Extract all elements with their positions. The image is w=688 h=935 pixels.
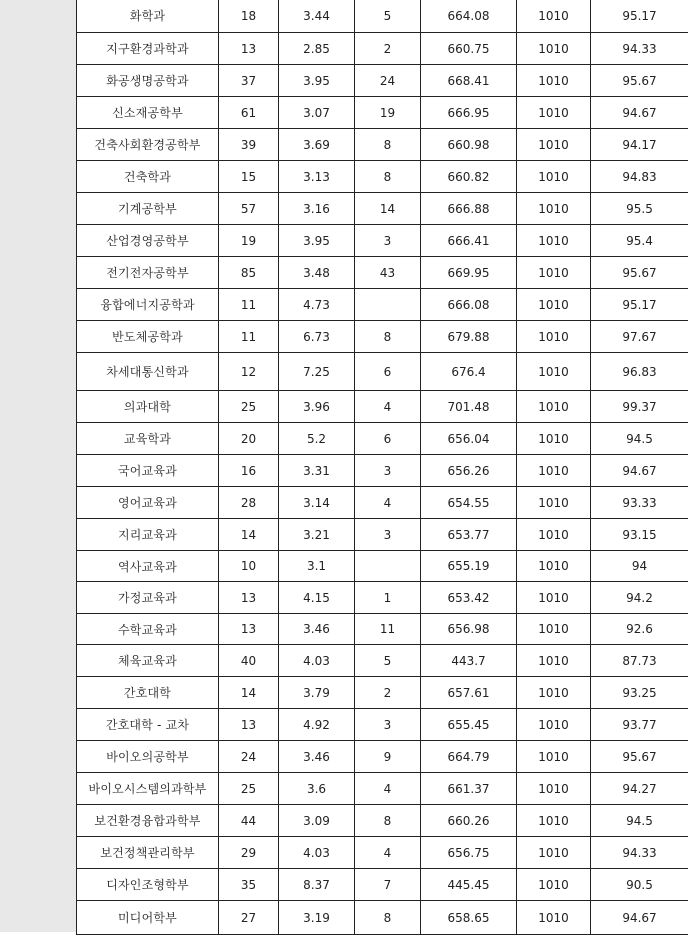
competition-rate-cell: 8.37 <box>279 869 355 901</box>
waitlist-cell: 6 <box>355 423 421 455</box>
department-cell: 디자인조형학부 <box>77 869 219 901</box>
percentile-cell: 94.33 <box>591 837 688 869</box>
table-row <box>77 193 688 225</box>
converted-score-cell: 656.75 <box>421 837 517 869</box>
competition-rate-cell: 3.13 <box>279 161 355 193</box>
full-score-cell: 1010 <box>517 901 591 935</box>
percentile-cell: 95.67 <box>591 257 688 289</box>
department-cell: 산업경영공학부 <box>77 225 219 257</box>
waitlist-cell: 7 <box>355 869 421 901</box>
competition-rate-cell: 3.31 <box>279 455 355 487</box>
full-score-cell: 1010 <box>517 773 591 805</box>
full-score-cell: 1010 <box>517 741 591 773</box>
percentile-cell: 95.67 <box>591 741 688 773</box>
converted-score-cell: 658.65 <box>421 901 517 935</box>
waitlist-cell: 3 <box>355 455 421 487</box>
converted-score-cell: 445.45 <box>421 869 517 901</box>
department-cell: 바이오의공학부 <box>77 741 219 773</box>
converted-score-cell: 701.48 <box>421 391 517 423</box>
percentile-cell: 94.67 <box>591 901 688 935</box>
competition-rate-cell: 3.95 <box>279 225 355 257</box>
full-score-cell: 1010 <box>517 353 591 391</box>
quota-cell: 13 <box>219 709 279 741</box>
table-row <box>77 519 688 551</box>
converted-score-cell: 660.98 <box>421 129 517 161</box>
competition-rate-cell: 2.85 <box>279 33 355 65</box>
quota-cell: 12 <box>219 353 279 391</box>
full-score-cell: 1010 <box>517 289 591 321</box>
quota-cell: 24 <box>219 741 279 773</box>
department-cell: 가정교육과 <box>77 582 219 614</box>
competition-rate-cell: 3.46 <box>279 614 355 645</box>
percentile-cell: 94.67 <box>591 97 688 129</box>
converted-score-cell: 660.82 <box>421 161 517 193</box>
department-cell: 간호대학 - 교차 <box>77 709 219 741</box>
competition-rate-cell: 3.09 <box>279 805 355 837</box>
waitlist-cell: 6 <box>355 353 421 391</box>
full-score-cell: 1010 <box>517 225 591 257</box>
percentile-cell: 93.77 <box>591 709 688 741</box>
waitlist-cell: 5 <box>355 645 421 677</box>
full-score-cell: 1010 <box>517 805 591 837</box>
table-row <box>77 869 688 901</box>
waitlist-cell: 4 <box>355 837 421 869</box>
waitlist-cell: 43 <box>355 257 421 289</box>
quota-cell: 16 <box>219 455 279 487</box>
waitlist-cell: 2 <box>355 33 421 65</box>
percentile-cell: 94.17 <box>591 129 688 161</box>
full-score-cell: 1010 <box>517 97 591 129</box>
waitlist-cell: 9 <box>355 741 421 773</box>
quota-cell: 27 <box>219 901 279 935</box>
department-cell: 미디어학부 <box>77 901 219 935</box>
converted-score-cell: 660.75 <box>421 33 517 65</box>
department-cell: 수학교육과 <box>77 614 219 645</box>
full-score-cell: 1010 <box>517 869 591 901</box>
waitlist-cell: 4 <box>355 487 421 519</box>
waitlist-cell: 3 <box>355 519 421 551</box>
full-score-cell: 1010 <box>517 455 591 487</box>
table-row <box>77 391 688 423</box>
department-cell: 체육교육과 <box>77 645 219 677</box>
waitlist-cell: 24 <box>355 65 421 97</box>
waitlist-cell <box>355 289 421 321</box>
department-cell: 신소재공학부 <box>77 97 219 129</box>
full-score-cell: 1010 <box>517 487 591 519</box>
competition-rate-cell: 3.07 <box>279 97 355 129</box>
quota-cell: 10 <box>219 551 279 582</box>
percentile-cell: 99.37 <box>591 391 688 423</box>
waitlist-cell: 2 <box>355 677 421 709</box>
waitlist-cell: 1 <box>355 582 421 614</box>
quota-cell: 11 <box>219 321 279 353</box>
full-score-cell: 1010 <box>517 519 591 551</box>
converted-score-cell: 679.88 <box>421 321 517 353</box>
percentile-cell: 93.33 <box>591 487 688 519</box>
quota-cell: 29 <box>219 837 279 869</box>
department-cell: 보건정책관리학부 <box>77 837 219 869</box>
competition-rate-cell: 3.19 <box>279 901 355 935</box>
percentile-cell: 87.73 <box>591 645 688 677</box>
quota-cell: 37 <box>219 65 279 97</box>
converted-score-cell: 666.41 <box>421 225 517 257</box>
waitlist-cell: 4 <box>355 391 421 423</box>
department-cell: 기계공학부 <box>77 193 219 225</box>
department-cell: 지구환경과학과 <box>77 33 219 65</box>
table-row <box>77 582 688 614</box>
competition-rate-cell: 3.79 <box>279 677 355 709</box>
department-cell: 융합에너지공학과 <box>77 289 219 321</box>
table-row <box>77 645 688 677</box>
table-row <box>77 289 688 321</box>
full-score-cell: 1010 <box>517 391 591 423</box>
waitlist-cell: 8 <box>355 129 421 161</box>
table-row <box>77 423 688 455</box>
table-row <box>77 257 688 289</box>
competition-rate-cell: 3.46 <box>279 741 355 773</box>
competition-rate-cell: 4.03 <box>279 645 355 677</box>
competition-rate-cell: 3.16 <box>279 193 355 225</box>
competition-rate-cell: 4.03 <box>279 837 355 869</box>
waitlist-cell: 14 <box>355 193 421 225</box>
table-row <box>77 709 688 741</box>
full-score-cell: 1010 <box>517 709 591 741</box>
full-score-cell: 1010 <box>517 129 591 161</box>
department-cell: 건축사회환경공학부 <box>77 129 219 161</box>
department-cell: 국어교육과 <box>77 455 219 487</box>
department-cell: 화학과 <box>77 0 219 33</box>
converted-score-cell: 666.08 <box>421 289 517 321</box>
competition-rate-cell: 3.69 <box>279 129 355 161</box>
table-row <box>77 321 688 353</box>
quota-cell: 15 <box>219 161 279 193</box>
table-row <box>77 837 688 869</box>
full-score-cell: 1010 <box>517 837 591 869</box>
table-row <box>77 551 688 582</box>
converted-score-cell: 676.4 <box>421 353 517 391</box>
converted-score-cell: 664.79 <box>421 741 517 773</box>
table-row <box>77 161 688 193</box>
waitlist-cell: 8 <box>355 901 421 935</box>
admissions-results-table <box>76 0 688 935</box>
quota-cell: 11 <box>219 289 279 321</box>
converted-score-cell: 668.41 <box>421 65 517 97</box>
percentile-cell: 92.6 <box>591 614 688 645</box>
percentile-cell: 94.33 <box>591 33 688 65</box>
department-cell: 건축학과 <box>77 161 219 193</box>
percentile-cell: 95.4 <box>591 225 688 257</box>
full-score-cell: 1010 <box>517 0 591 33</box>
competition-rate-cell: 5.2 <box>279 423 355 455</box>
department-cell: 차세대통신학과 <box>77 353 219 391</box>
quota-cell: 13 <box>219 582 279 614</box>
competition-rate-cell: 4.15 <box>279 582 355 614</box>
percentile-cell: 93.15 <box>591 519 688 551</box>
table-row <box>77 97 688 129</box>
quota-cell: 18 <box>219 0 279 33</box>
percentile-cell: 95.17 <box>591 289 688 321</box>
quota-cell: 20 <box>219 423 279 455</box>
percentile-cell: 90.5 <box>591 869 688 901</box>
table-row <box>77 614 688 645</box>
quota-cell: 14 <box>219 519 279 551</box>
competition-rate-cell: 3.1 <box>279 551 355 582</box>
competition-rate-cell: 7.25 <box>279 353 355 391</box>
competition-rate-cell: 4.73 <box>279 289 355 321</box>
full-score-cell: 1010 <box>517 551 591 582</box>
quota-cell: 19 <box>219 225 279 257</box>
percentile-cell: 93.25 <box>591 677 688 709</box>
table-row <box>77 901 688 935</box>
percentile-cell: 97.67 <box>591 321 688 353</box>
waitlist-cell: 5 <box>355 0 421 33</box>
quota-cell: 61 <box>219 97 279 129</box>
full-score-cell: 1010 <box>517 257 591 289</box>
competition-rate-cell: 3.21 <box>279 519 355 551</box>
full-score-cell: 1010 <box>517 582 591 614</box>
quota-cell: 39 <box>219 129 279 161</box>
table-row <box>77 487 688 519</box>
percentile-cell: 94 <box>591 551 688 582</box>
department-cell: 바이오시스템의과학부 <box>77 773 219 805</box>
table-row <box>77 805 688 837</box>
quota-cell: 25 <box>219 391 279 423</box>
converted-score-cell: 666.95 <box>421 97 517 129</box>
converted-score-cell: 653.42 <box>421 582 517 614</box>
converted-score-cell: 664.08 <box>421 0 517 33</box>
department-cell: 역사교육과 <box>77 551 219 582</box>
department-cell: 의과대학 <box>77 391 219 423</box>
quota-cell: 25 <box>219 773 279 805</box>
table-row <box>77 33 688 65</box>
department-cell: 간호대학 <box>77 677 219 709</box>
table-row <box>77 455 688 487</box>
percentile-cell: 95.5 <box>591 193 688 225</box>
department-cell: 보건환경융합과학부 <box>77 805 219 837</box>
department-cell: 반도체공학과 <box>77 321 219 353</box>
converted-score-cell: 656.26 <box>421 455 517 487</box>
full-score-cell: 1010 <box>517 321 591 353</box>
waitlist-cell: 8 <box>355 805 421 837</box>
converted-score-cell: 655.45 <box>421 709 517 741</box>
left-gutter <box>0 0 76 932</box>
waitlist-cell <box>355 551 421 582</box>
converted-score-cell: 657.61 <box>421 677 517 709</box>
waitlist-cell: 8 <box>355 161 421 193</box>
percentile-cell: 96.83 <box>591 353 688 391</box>
quota-cell: 40 <box>219 645 279 677</box>
percentile-cell: 94.2 <box>591 582 688 614</box>
table-row <box>77 353 688 391</box>
competition-rate-cell: 4.92 <box>279 709 355 741</box>
waitlist-cell: 19 <box>355 97 421 129</box>
full-score-cell: 1010 <box>517 645 591 677</box>
converted-score-cell: 660.26 <box>421 805 517 837</box>
department-cell: 교육학과 <box>77 423 219 455</box>
percentile-cell: 95.67 <box>591 65 688 97</box>
department-cell: 화공생명공학과 <box>77 65 219 97</box>
percentile-cell: 94.83 <box>591 161 688 193</box>
converted-score-cell: 655.19 <box>421 551 517 582</box>
quota-cell: 57 <box>219 193 279 225</box>
competition-rate-cell: 3.96 <box>279 391 355 423</box>
converted-score-cell: 666.88 <box>421 193 517 225</box>
percentile-cell: 94.5 <box>591 423 688 455</box>
waitlist-cell: 3 <box>355 709 421 741</box>
table-row <box>77 0 688 33</box>
quota-cell: 13 <box>219 614 279 645</box>
quota-cell: 44 <box>219 805 279 837</box>
full-score-cell: 1010 <box>517 614 591 645</box>
department-cell: 영어교육과 <box>77 487 219 519</box>
admissions-table-container <box>76 0 688 935</box>
full-score-cell: 1010 <box>517 65 591 97</box>
competition-rate-cell: 3.6 <box>279 773 355 805</box>
competition-rate-cell: 3.44 <box>279 0 355 33</box>
quota-cell: 85 <box>219 257 279 289</box>
converted-score-cell: 656.04 <box>421 423 517 455</box>
table-row <box>77 65 688 97</box>
full-score-cell: 1010 <box>517 161 591 193</box>
waitlist-cell: 4 <box>355 773 421 805</box>
full-score-cell: 1010 <box>517 423 591 455</box>
percentile-cell: 95.17 <box>591 0 688 33</box>
table-body <box>77 0 688 935</box>
converted-score-cell: 654.55 <box>421 487 517 519</box>
table-row <box>77 741 688 773</box>
competition-rate-cell: 3.14 <box>279 487 355 519</box>
converted-score-cell: 656.98 <box>421 614 517 645</box>
percentile-cell: 94.27 <box>591 773 688 805</box>
percentile-cell: 94.5 <box>591 805 688 837</box>
quota-cell: 14 <box>219 677 279 709</box>
full-score-cell: 1010 <box>517 677 591 709</box>
table-row <box>77 677 688 709</box>
department-cell: 지리교육과 <box>77 519 219 551</box>
percentile-cell: 94.67 <box>591 455 688 487</box>
waitlist-cell: 8 <box>355 321 421 353</box>
table-row <box>77 129 688 161</box>
table-row <box>77 225 688 257</box>
full-score-cell: 1010 <box>517 193 591 225</box>
waitlist-cell: 3 <box>355 225 421 257</box>
converted-score-cell: 669.95 <box>421 257 517 289</box>
quota-cell: 13 <box>219 33 279 65</box>
department-cell: 전기전자공학부 <box>77 257 219 289</box>
waitlist-cell: 11 <box>355 614 421 645</box>
converted-score-cell: 661.37 <box>421 773 517 805</box>
competition-rate-cell: 6.73 <box>279 321 355 353</box>
competition-rate-cell: 3.95 <box>279 65 355 97</box>
competition-rate-cell: 3.48 <box>279 257 355 289</box>
quota-cell: 35 <box>219 869 279 901</box>
full-score-cell: 1010 <box>517 33 591 65</box>
quota-cell: 28 <box>219 487 279 519</box>
table-row <box>77 773 688 805</box>
converted-score-cell: 653.77 <box>421 519 517 551</box>
converted-score-cell: 443.7 <box>421 645 517 677</box>
